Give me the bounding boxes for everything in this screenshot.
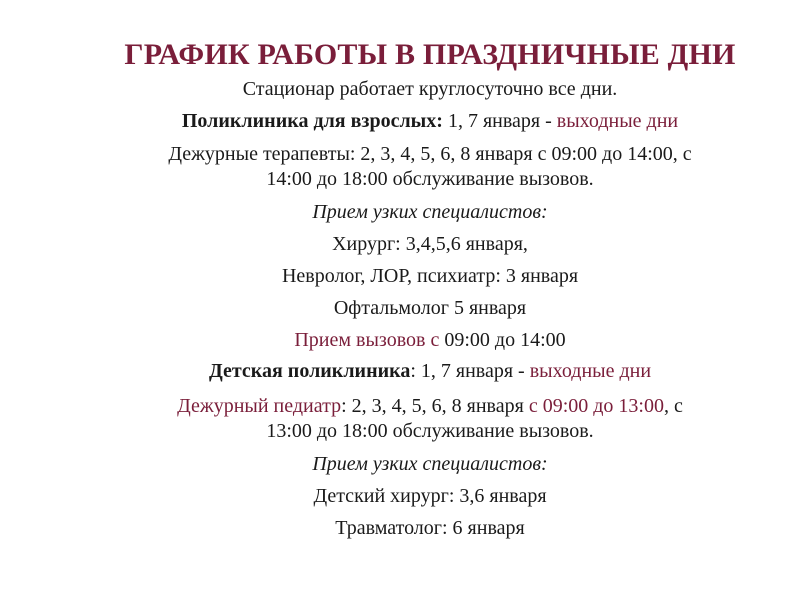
- adult-duty-line-1: Дежурные терапевты: 2, 3, 4, 5, 6, 8 января с 09:00 до 14:00, с: [168, 143, 692, 165]
- children-specialists-heading: Прием узких специалистов:: [312, 453, 548, 475]
- adult-clinic-label: Поликлиника для взрослых:: [181, 110, 443, 132]
- adult-calls-line: [0, 327, 800, 353]
- page-title: ГРАФИК РАБОТЫ В ПРАЗДНИЧНЫЕ ДНИ: [124, 38, 736, 71]
- children-clinic-dates: : 1, 7 января -: [410, 360, 530, 382]
- adult-clinic-line: [0, 108, 800, 134]
- children-pediatr-line-2: 13:00 до 18:00 обслуживание вызовов.: [266, 420, 594, 442]
- adult-surgeon: Хирург: 3,4,5,6 января,: [332, 233, 528, 255]
- adult-calls-label: Прием вызовов с: [294, 329, 445, 351]
- children-surgeon: Детский хирург: 3,6 января: [313, 485, 547, 507]
- adult-neuro: Невролог, ЛОР, психиатр: 3 января: [281, 265, 579, 287]
- pediatr-tail: , с: [663, 395, 683, 417]
- pediatr-time: с 09:00 до 13:00: [528, 395, 664, 417]
- pediatr-dates: : 2, 3, 4, 5, 6, 8 января: [341, 395, 529, 417]
- pediatr-label: Дежурный педиатр: [177, 395, 342, 417]
- adult-clinic-dates: 1, 7 января -: [442, 110, 557, 132]
- children-clinic-line: [0, 358, 800, 384]
- adult-specialists-heading: Прием узких специалистов:: [312, 201, 548, 223]
- children-clinic-weekend: выходные дни: [529, 360, 652, 382]
- adult-calls-time: 09:00 до 14:00: [444, 329, 566, 351]
- children-trauma: Травматолог: 6 января: [335, 517, 525, 539]
- children-pediatr-line-1: [0, 393, 800, 419]
- adult-duty-line-2: 14:00 до 18:00 обслуживание вызовов.: [266, 168, 594, 190]
- adult-clinic-weekend: выходные дни: [556, 110, 679, 132]
- children-clinic-label: Детская поликлиника: [208, 360, 411, 382]
- adult-ophthalmo: Офтальмолог 5 января: [333, 297, 527, 319]
- stationary-note: Стационар работает круглосуточно все дни.: [242, 78, 618, 100]
